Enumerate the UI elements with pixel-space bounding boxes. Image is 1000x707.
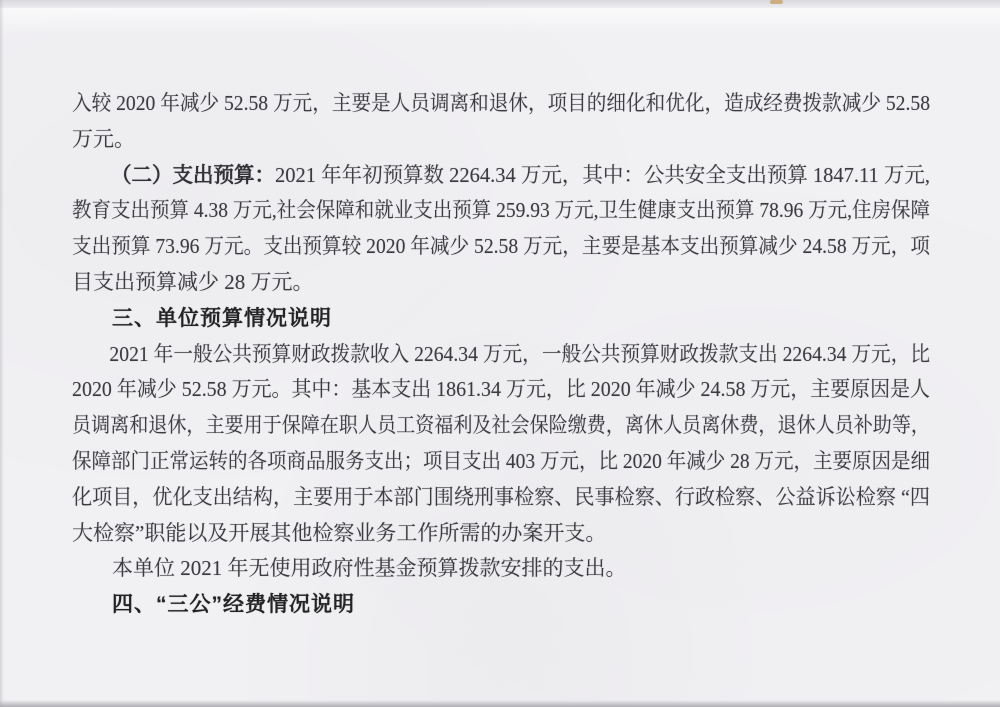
text-line bbox=[72, 158, 930, 194]
text-line: 入较 2020 年减少 52.58 万元，主要是人员调离和退休，项目的细化和优化，造成经费拨款减少 52.58 bbox=[72, 91, 930, 115]
text-line: 万元。 bbox=[72, 126, 135, 151]
text-line: 员调离和退休，主要用于保障在职人员工资福利及社会保险缴费，离休人员离休费，退休人员补助等， bbox=[72, 413, 930, 438]
scan-left-edge-shadow bbox=[0, 0, 4, 707]
scan-bottom-edge-shadow bbox=[0, 700, 1000, 707]
text-line: 目支出预算减少 28 万元。 bbox=[72, 269, 314, 294]
paragraph-lead-label: （二）支出预算： bbox=[111, 162, 275, 187]
text-line: 2021 年一般公共预算财政拨款收入 2264.34 万元，一般公共预算财政拨款支出 2264.34 万元，比 bbox=[109, 341, 931, 366]
text-line: 本单位 2021 年无使用政府性基金预算拨款安排的支出。 bbox=[112, 556, 627, 581]
scan-dust-speck bbox=[770, 0, 783, 4]
text-line: 教育支出预算 4.38 万元,社会保障和就业支出预算 259.93 万元,卫生健康支出预算 78.96 万元,住房保障 bbox=[72, 198, 930, 223]
text-line: 支出预算 73.96 万元。支出预算较 2020 年减少 52.58 万元，主要是基本支出预算减少 24.58 万元，项 bbox=[72, 234, 930, 259]
section-heading: 三、单位预算情况说明 bbox=[112, 306, 332, 330]
text-line: 化项目，优化支出结构，主要用于本部门围绕刑事检察、民事检察、行政检察、公益诉讼检察 “四 bbox=[72, 484, 930, 509]
section-heading: 四、“三公”经费情况说明 bbox=[112, 593, 355, 617]
scan-top-edge-shadow bbox=[0, 0, 1000, 9]
text-line: 大检察”职能以及开展其他检察业务工作所需的办案开支。 bbox=[72, 520, 607, 545]
scan-top-edge-highlight bbox=[0, 8, 1000, 34]
line-text: 2021 年年初预算数 2264.34 万元，其中：公共安全支出预算 1847.11 万元, bbox=[274, 162, 930, 187]
document-text bbox=[72, 86, 930, 623]
text-line: 保障部门正常运转的各项商品服务支出；项目支出 403 万元，比 2020 年减少 28 万元，主要原因是细 bbox=[72, 448, 930, 473]
text-line: 2020 年减少 52.58 万元。其中：基本支出 1861.34 万元，比 2020 年减少 24.58 万元，主要原因是人 bbox=[72, 377, 930, 402]
